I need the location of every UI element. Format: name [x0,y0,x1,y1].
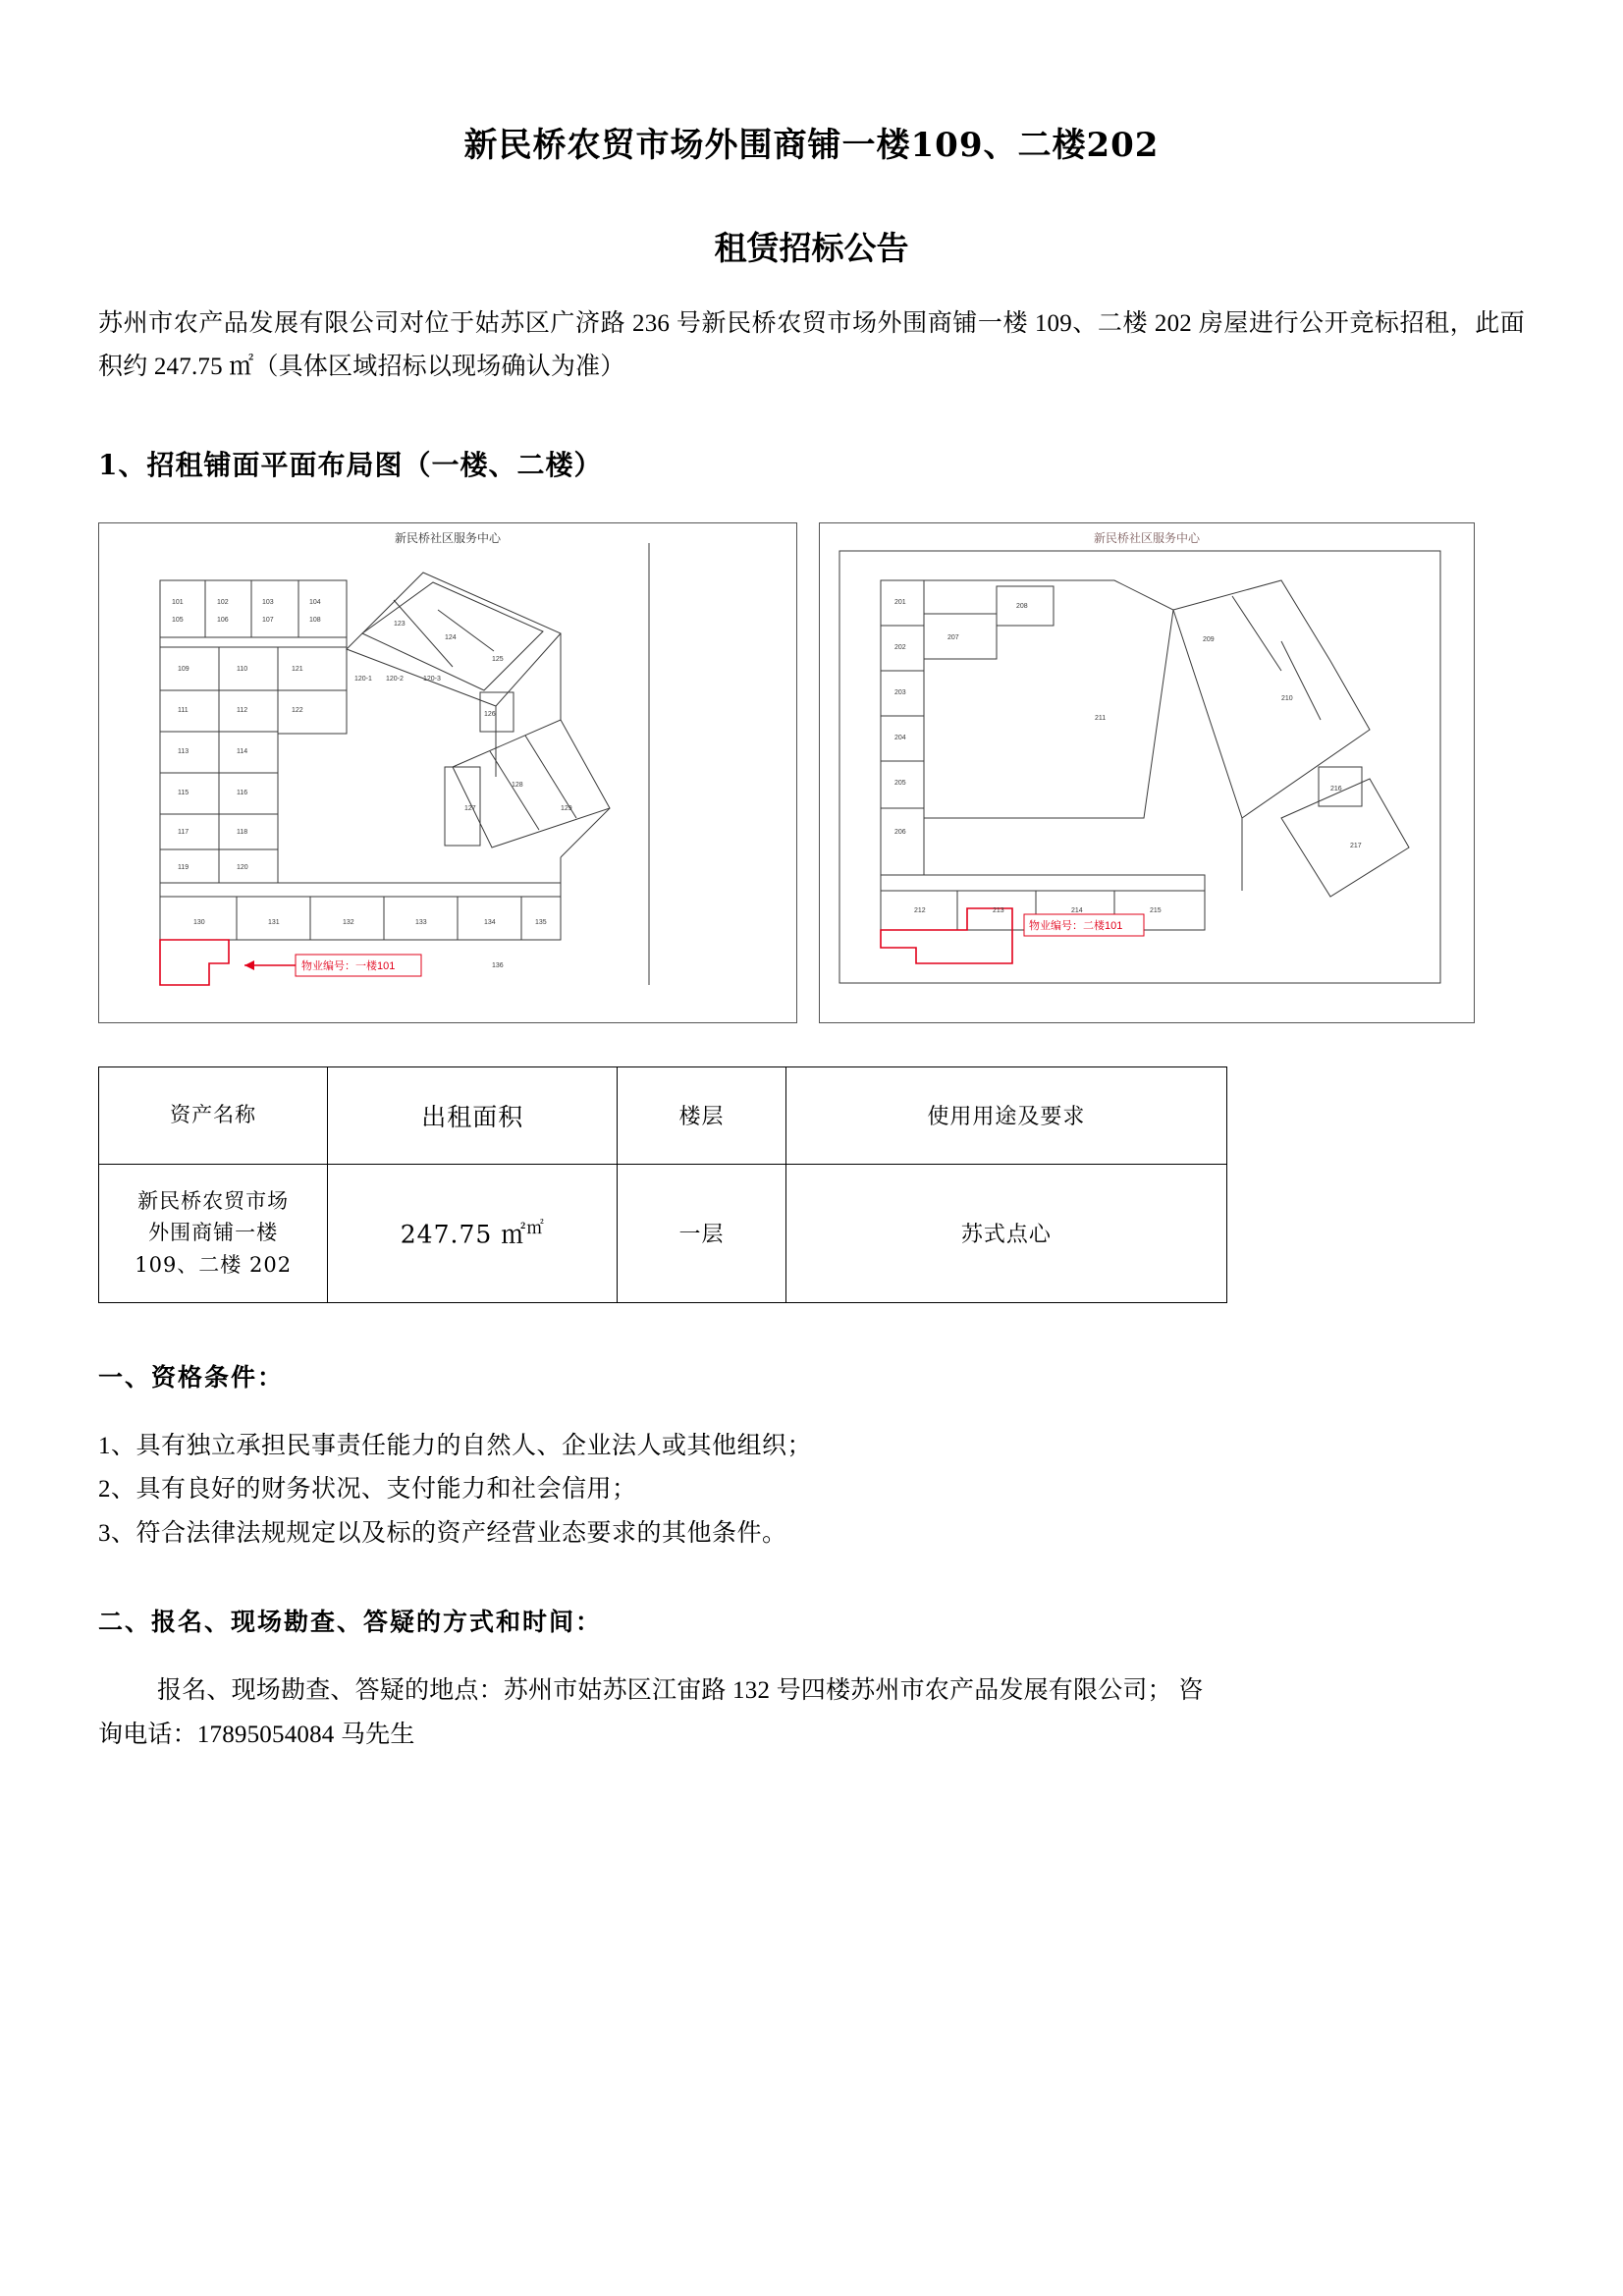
table-header-floor: 楼层 [618,1066,786,1164]
highlight-callout-202 [1024,914,1144,936]
svg-text:108: 108 [309,616,321,624]
floorplan-images [98,522,1525,1023]
svg-text:134: 134 [484,918,496,926]
highlight-outline-101 [160,940,229,985]
svg-text:102: 102 [217,598,229,606]
svg-text:211: 211 [1095,714,1107,722]
svg-text:209: 209 [1203,635,1215,643]
svg-text:120-2: 120-2 [386,675,404,683]
svg-text:130: 130 [193,918,205,926]
floorplan-second-floor [819,522,1475,1023]
svg-text:131: 131 [268,918,280,926]
table-cell-area [328,1164,618,1302]
document-subtitle: 租赁招标公告 [714,229,909,267]
svg-text:109: 109 [178,665,189,673]
svg-text:115: 115 [178,789,189,796]
svg-text:217: 217 [1350,842,1362,849]
svg-text:203: 203 [894,688,906,696]
asset-name-line-3: 109、二楼 202 [135,1252,293,1277]
svg-text:124: 124 [445,633,457,641]
svg-text:110: 110 [237,665,248,673]
table-row [99,1164,1227,1302]
svg-text:122: 122 [292,706,303,714]
page-title: 新民桥农贸市场外围商铺一楼109、二楼202 [463,126,1160,165]
svg-text:135: 135 [535,918,547,926]
svg-text:116: 116 [237,789,248,796]
svg-text:201: 201 [894,598,906,606]
svg-text:119: 119 [178,863,189,871]
svg-text:208: 208 [1016,602,1028,610]
svg-text:101: 101 [172,598,184,606]
asset-name-line-1: 新民桥农贸市场 [137,1188,290,1213]
floorplan-left-drawing [99,523,796,1022]
list-item: 2、具有良好的财务状况、支付能力和社会信用； [98,1476,637,1503]
svg-text:215: 215 [1150,906,1162,914]
floorplan-first-floor [98,522,797,1023]
area-value: 247.75 ㎡ [400,1220,527,1249]
section-heading-qualification: 一、资格条件： [98,1362,285,1392]
svg-text:117: 117 [178,828,189,836]
svg-text:210: 210 [1281,694,1293,702]
qualification-list [98,1425,1525,1557]
highlight-label-text-left: 物业编号：一楼101 [301,959,396,972]
table-header-use: 使用用途及要求 [785,1066,1226,1164]
highlight-label-text-right: 物业编号：二楼101 [1029,919,1123,932]
svg-text:111: 111 [178,706,189,714]
svg-text:103: 103 [262,598,274,606]
asset-table [98,1066,1227,1303]
svg-text:202: 202 [894,643,906,651]
svg-text:127: 127 [464,804,476,812]
svg-text:207: 207 [947,633,959,641]
svg-text:214: 214 [1071,906,1083,914]
svg-text:114: 114 [237,747,248,755]
svg-text:107: 107 [262,616,274,624]
svg-text:128: 128 [512,781,523,789]
asset-name-line-2: 外围商铺一楼 [148,1221,279,1245]
svg-text:125: 125 [492,655,504,663]
section-heading-registration: 二、报名、现场勘查、答疑的方式和时间： [98,1608,603,1636]
table-cell-floor: 一层 [618,1164,786,1302]
svg-text:105: 105 [172,616,184,624]
highlight-outline-202 [881,908,1012,963]
svg-text:120: 120 [237,863,248,871]
svg-text:113: 113 [178,747,189,755]
intro-paragraph: 苏州市农产品发展有限公司对位于姑苏区广济路 236 号新民桥农贸市场外围商铺一楼 109、二楼 202 房屋进行公开竞标招租，此面积约 247.75 ㎡（具体区域招标以现场确认为准） [98,310,1525,380]
registration-line-2: 询电话：17895054084 马先生 [98,1721,415,1748]
floorplan-left-caption: 新民桥社区服务中心 [394,530,501,545]
svg-text:106: 106 [217,616,229,624]
area-unit-superscript: ㎡ [526,1219,545,1239]
svg-text:120-3: 120-3 [423,675,441,683]
svg-text:133: 133 [415,918,427,926]
registration-line-1: 报名、现场勘查、答疑的地点：苏州市姑苏区江宙路 132 号四楼苏州市农产品发展有限公司； 咨 [157,1677,1204,1704]
table-header-area: 出租面积 [328,1066,618,1164]
section-heading-floorplans: 1、招租铺面平面布局图（一楼、二楼） [98,448,603,481]
table-cell-asset-name [99,1164,328,1302]
svg-text:126: 126 [484,710,496,718]
svg-text:132: 132 [343,918,354,926]
highlight-callout-101 [244,955,421,976]
svg-text:213: 213 [993,906,1004,914]
svg-text:216: 216 [1330,785,1342,793]
svg-text:118: 118 [237,828,248,836]
svg-text:204: 204 [894,734,906,741]
svg-text:120-1: 120-1 [354,675,372,683]
svg-text:212: 212 [914,906,926,914]
svg-text:112: 112 [237,706,248,714]
list-item: 1、具有独立承担民事责任能力的自然人、企业法人或其他组织； [98,1432,813,1459]
floorplan-right-drawing [820,523,1474,1022]
table-cell-use: 苏式点心 [785,1164,1226,1302]
svg-text:123: 123 [394,620,406,628]
svg-text:121: 121 [292,665,303,673]
table-header-asset-name: 资产名称 [99,1066,328,1164]
svg-text:205: 205 [894,779,906,787]
svg-text:136: 136 [492,961,504,969]
svg-text:129: 129 [561,804,572,812]
svg-text:206: 206 [894,828,906,836]
svg-text:104: 104 [309,598,321,606]
list-item: 3、符合法律法规规定以及标的资产经营业态要求的其他条件。 [98,1519,787,1547]
floorplan-right-caption: 新民桥社区服务中心 [1093,530,1200,545]
table-header-row [99,1066,1227,1164]
